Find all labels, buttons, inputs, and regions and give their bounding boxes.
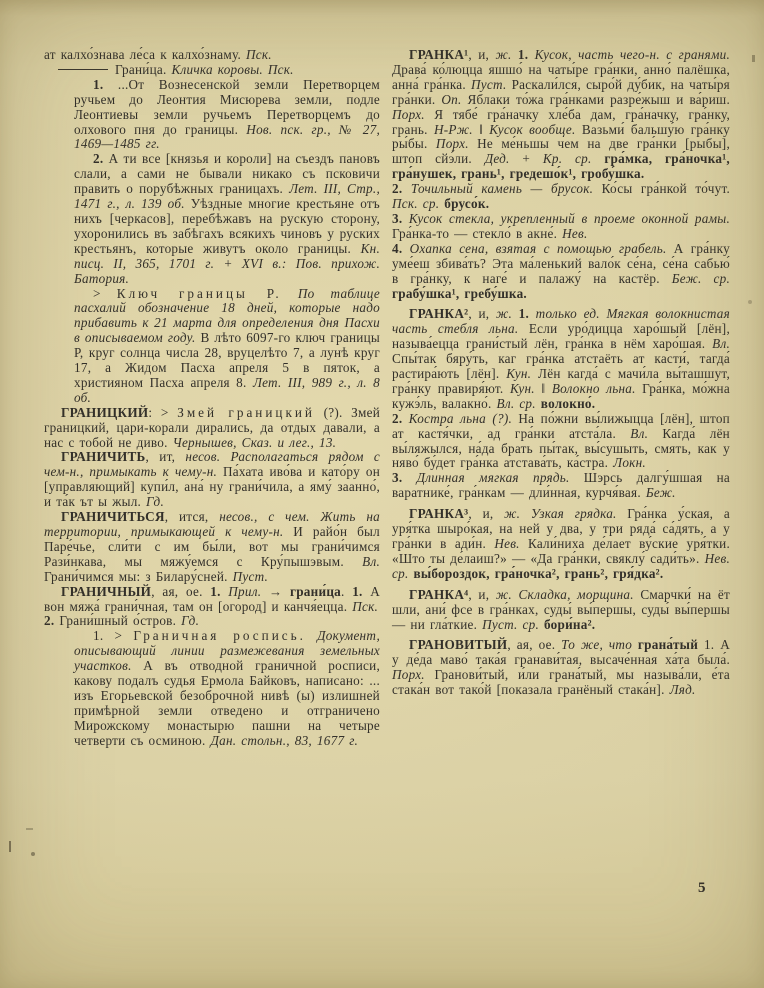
text-segment: Оп.: [441, 91, 468, 107]
paragraph: [392, 48, 730, 182]
text-segment: Раскали́лся, сыро́й ду́бик, на чаты́ря гра́нки.: [392, 76, 730, 107]
text-segment: ж.: [495, 306, 519, 322]
text-segment: Кусок стекла, укрепленный в проеме оконной рамы.: [408, 210, 730, 226]
text-segment: Пск.: [246, 47, 272, 62]
text-segment: Порх.: [392, 667, 435, 683]
text-segment: Па́хата иво́ва и като́ру он [управляющий] купи́л, ана́ ну грани́чила, а яму́ заанно́, и та́к ът ы жыл.: [44, 464, 380, 510]
text-segment: Нев.: [494, 536, 528, 551]
text-segment: Лет. III, 989 г., л. 8 об.: [74, 374, 380, 405]
paragraph: [392, 412, 730, 472]
text-segment: несов. Располагаться рядом с чем-н., примыкать к чему-н.: [44, 449, 380, 480]
text-segment: Вл.: [362, 553, 380, 569]
text-segment: Нев. ср.: [392, 550, 730, 581]
paragraph: [392, 507, 730, 582]
text-segment: Вл.: [712, 336, 730, 352]
text-segment: Кр. ср.: [542, 151, 605, 167]
scan-artifact: [31, 852, 35, 856]
text-segment: Грани́ца.: [115, 61, 172, 77]
paragraph: [392, 182, 730, 212]
paragraph: [392, 638, 730, 698]
text-segment: 1.: [352, 583, 371, 599]
paragraph: [392, 588, 730, 633]
text-segment: Нов. пск. гр., № 27, 1469—1485 гг.: [74, 121, 381, 152]
text-segment: А въ отводной граничной росписи, какову подалъ судья Ермола Байковъ, написано: ... изъ Егорьевской безоброчной нивѣ (ы) излишней примѣрной земли отведено и отграничено Мирожскому монастырю пашни на четыре четверти съ осминою.: [74, 658, 381, 748]
text-segment: 1.: [93, 76, 118, 92]
text-segment: Яблаки то́жа гра́нками разре́жыш и ва́риш.: [467, 91, 730, 107]
text-segment: .: [341, 583, 353, 599]
text-segment: Если уро́дицца харо́шый [лён], называ́ецца грани́стый лён, гра́нка в нём харо́шая.: [392, 321, 730, 352]
text-segment: 2.: [392, 181, 411, 197]
text-segment: >: [93, 285, 117, 301]
text-segment: , ая, ое.: [507, 637, 562, 653]
text-segment: Пуст.: [232, 568, 269, 584]
text-segment: ГРАНИЧИТЬСЯ: [61, 509, 165, 525]
text-segment: гра́мка, гра́ночка¹, гра́нушек, грань¹, гредешо́к¹, гробу́шка.: [392, 151, 730, 182]
text-segment: Змей границкий: [177, 404, 315, 420]
text-segment: Кличка коровы. Пск.: [171, 61, 294, 77]
paragraph: [44, 450, 380, 510]
text-segment: брусо́к.: [444, 196, 490, 212]
text-segment: ‖: [541, 380, 552, 396]
text-segment: Лён кагда́ с мачи́ла вы́ташшут, гра́нку правиря́ют.: [392, 366, 730, 396]
text-segment: Охапка сена, взятая с помощью грабель.: [409, 240, 674, 256]
text-segment: Гра́нка, мо́жна кужэ́ль, валакно́.: [392, 380, 730, 411]
scan-artifact: [748, 300, 752, 304]
text-segment: 1. А у де́да маво́ така́я гранави́тая, высаче́нная ха́та была́.: [392, 637, 730, 668]
text-segment: 1. >: [93, 628, 134, 644]
text-segment: Лет. III, Стр., 1471 г., л. 139 об.: [74, 181, 380, 212]
paragraph: [74, 287, 380, 406]
text-segment: ж.: [504, 506, 531, 522]
text-segment: ГРАНКА⁴: [409, 586, 469, 602]
text-segment: Гранови́тый, и́ли грана́тый, мы называ́ли, е́та стака́н вот тако́й [показала гранёный стака́н].: [392, 667, 730, 698]
text-segment: Прил.: [228, 583, 262, 599]
text-segment: 2.: [93, 151, 109, 167]
text-segment: ГРАНКА²: [409, 306, 469, 322]
text-segment: Н-Рж.: [434, 121, 480, 137]
text-segment: А гра́нку уме́еш збива́ть? Эта ма́ленький вало́к се́на, се́на сабью́ в гра́нку, к наге́ и палажу́ на кастёр.: [392, 240, 730, 286]
scan-artifact: [26, 828, 33, 830]
text-segment: Беж.: [645, 485, 676, 501]
text-segment: волокно́.: [540, 395, 596, 411]
text-segment: Пуст.: [471, 76, 512, 92]
text-segment: Пск.: [352, 598, 379, 614]
column-right: [392, 48, 730, 698]
text-segment: +: [522, 151, 543, 167]
text-segment: Порх.: [435, 136, 478, 152]
text-segment: 1.: [518, 306, 536, 322]
text-segment: ГРАНКА¹: [409, 47, 469, 62]
text-segment: 1.: [517, 47, 535, 62]
text-segment: ж.: [495, 586, 519, 602]
text-segment: ГРАНИЦКИЙ: [61, 404, 149, 420]
text-segment: грана́тый: [637, 637, 699, 653]
text-segment: Кали́ниха де́лает ву́ские уря́тки. «Што ты де́лаиш?» — «Да гра́нки, свяклу́ сади́ть».: [392, 536, 730, 566]
text-segment: Кусок, часть чего-н. с гранями.: [534, 47, 730, 62]
text-segment: Беж. ср.: [671, 270, 730, 286]
text-segment: Чернышев, Сказ. и лег., 13.: [172, 434, 337, 450]
text-segment: В лѣто 6097-го ключ границы Р, круг солнца числа 28, вруцелѣто 7, а лунѣ круг 17, а Жидом Пасха апреля 5 в пяток, а християном Пасха апреля 8.: [74, 330, 380, 390]
text-segment: , ит,: [145, 449, 186, 465]
text-segment: , ится,: [164, 509, 220, 525]
text-segment: 3.: [392, 210, 409, 226]
text-segment: Кн. писц. II, 365, 1701 г. + XVI в.: Пов. прихож. Батория.: [74, 240, 380, 286]
text-segment: ГРАНИЧИТЬ: [61, 449, 146, 465]
text-segment: Дед.: [484, 151, 523, 167]
text-segment: Вазьми́ бальшу́ю гра́нку ры́бы.: [392, 121, 730, 152]
column-left: [44, 48, 380, 749]
text-segment: Узкая грядка.: [530, 506, 628, 522]
paragraph: [74, 152, 380, 286]
text-segment: Пуст. ср.: [482, 616, 544, 632]
text-segment: И райо́н был Паре́чье, сли́ти с им бы́ли, вот мы грани́чимся Рази́нкава, мы мяжу́емся с Кру́пышэвым.: [44, 524, 380, 569]
text-segment: Вл. ср.: [496, 395, 541, 411]
text-segment: ГРАНОВИТЫЙ: [409, 637, 508, 653]
text-segment: грани́ца: [289, 583, 342, 599]
text-segment: Документ, описывающий линии размежевания земельных участков.: [74, 628, 380, 674]
paragraph: [44, 614, 380, 629]
text-segment: Грани́шный о́стров.: [59, 613, 182, 629]
paragraph: [392, 471, 730, 501]
text-segment: Нев.: [562, 225, 588, 241]
text-segment: Кусок вообще.: [489, 121, 582, 137]
text-segment: Шэрсь далгу́шшая на варатнике́, гра́нкам — дли́нная, курчя́вая.: [392, 470, 730, 501]
text-segment: (?). Змей границкий, цари-корали дирались, да отдых давали, а нас с тобой не диво.: [44, 404, 381, 450]
text-segment: Волокно льна.: [551, 380, 643, 396]
text-segment: грабу́шка¹, гребу́шка.: [392, 285, 527, 301]
text-segment: →: [261, 583, 290, 599]
text-segment: Длинная мягкая прядь.: [416, 470, 584, 486]
scan-artifact: [752, 55, 755, 62]
text-segment: Не ме́ньшы чем на две гра́нки [рыбы], штоп сйэ́ли.: [392, 136, 730, 167]
text-segment: Уѣздные многие крестьяне отъ нихъ [черкасов], перебѣжавъ на рускую сторону, ухоронились въ забѣгахъ всякихъ чиновъ у руских крестьянъ, которые живутъ около границы.: [74, 196, 380, 256]
text-segment: Спы́так бяру́ть, каг гра́нка атстаёть ат касти́, тагда́ растира́ють [лён].: [392, 351, 730, 382]
text-segment: Гд.: [146, 494, 165, 510]
text-segment: , и,: [468, 47, 496, 62]
paragraph: [44, 63, 380, 78]
text-segment: Дан. стольн., 83, 1677 г.: [210, 732, 359, 748]
text-segment: На по́жни вы́лижыцца [лён], штоп ат кастя́чки, ад гра́нки атста́ла.: [392, 410, 730, 441]
text-segment: То же, что: [561, 637, 638, 653]
text-segment: 1.: [210, 583, 229, 599]
text-segment: 2.: [392, 410, 409, 426]
text-segment: Ко́сы гра́нкой то́чут.: [601, 181, 731, 197]
text-segment: Кун.: [509, 380, 542, 396]
paragraph: [392, 307, 730, 411]
text-segment: Точильный камень — брусок.: [410, 181, 602, 197]
text-segment: А ти все [князья и короли] на съездъ пановъ слали, а сами не бывали никако съ псковичи править о порубѣжных границахъ.: [74, 151, 380, 197]
text-segment: Граничная роспись.: [133, 628, 306, 644]
text-segment: , и,: [468, 586, 496, 602]
text-segment: 2.: [44, 613, 60, 629]
text-segment: бори́на².: [543, 616, 596, 632]
text-segment: Гра́нка у́ская, а уря́тка шыро́кая, на ней у два, у три ряда́ са́дять, а у гра́нки в ади́н.: [392, 506, 731, 551]
text-segment: Я тябе́ гра́начку хле́ба дам, гра́начку, гра́нку, грань.: [392, 106, 730, 137]
scan-artifact: [9, 841, 11, 852]
text-segment: А вон мяжа́ грани́чная, там он [огород] и канчя́ецца.: [44, 583, 380, 614]
text-segment: Костра льна (?).: [408, 410, 519, 426]
text-segment: , и,: [468, 506, 505, 522]
text-segment: , и,: [468, 306, 496, 322]
text-segment: ‖: [479, 121, 490, 137]
text-segment: Ключ границы Р.: [116, 285, 282, 301]
text-segment: ...От Вознесенской земли Перетворцем ручьем до Леонтия Мисюрева земли, подле Леонтиевы земли ручьемъ Перетворцемъ до олхового пня до границы.: [74, 76, 380, 137]
text-segment: , ая, ое.: [151, 583, 211, 599]
text-segment: 3.: [392, 470, 417, 486]
text-segment: вы́бороздок, гра́ночка², грань², гря́дка².: [413, 565, 664, 581]
text-segment: ГРАНИЧНЫЙ: [61, 583, 152, 599]
text-segment: Драва́ ко́люцца яшшо́ на чаты́ре гра́нки, анно́ палёшка, анна́ гра́нка.: [392, 61, 730, 92]
page-number: 5: [698, 880, 706, 896]
text-segment: Складка, морщина.: [518, 586, 641, 602]
text-segment: Локн.: [613, 455, 646, 471]
paragraph: [74, 78, 380, 153]
text-segment: ГРАНКА³: [409, 506, 469, 522]
text-segment: Гд.: [181, 613, 200, 629]
paragraph: [44, 510, 380, 585]
text-segment: только ед. Мягкая волокнистая часть стебля льна.: [392, 306, 731, 337]
text-segment: По таблице пасхалий обозначение 18 дней, которые надо прибавить к 21 марта для определения дня Пасхи в описываемом году.: [74, 285, 380, 346]
paragraph: [44, 406, 380, 451]
text-segment: Вл.: [630, 425, 663, 441]
text-segment: Порх.: [392, 106, 435, 122]
paragraph: [392, 242, 730, 302]
text-segment: : >: [148, 404, 178, 420]
text-segment: Смарчки́ на ёт шли, ани́ фсе в гра́нках, суды́ вы́першы, суды́ вы́першы — ни гла́ткие.: [392, 586, 730, 632]
paragraph: [44, 585, 380, 615]
paragraph: [74, 629, 380, 748]
text-segment: Ляд.: [669, 682, 696, 698]
text-segment: Гра́нка-то — стекло́ в акне́.: [392, 225, 563, 241]
text-segment: Кагда́ лён вы́ляжылся, на́да брать пы́так, вы́сушыть, смять, как у няво́ бу́дет гра́нка атстава́ть, ка́стра.: [392, 425, 730, 471]
text-segment: несов., с чем. Жить на территории, примыкающей к чему-н.: [44, 509, 380, 539]
text-segment: Пск. ср.: [392, 196, 445, 212]
paragraph: [392, 212, 730, 242]
text-segment: Кун.: [506, 366, 539, 382]
text-segment: [282, 286, 298, 301]
paragraph: [44, 48, 380, 63]
text-segment: ж.: [495, 47, 518, 62]
repeat-dash: [58, 69, 108, 70]
text-segment: [306, 628, 317, 643]
text-segment: Грани́чимся мы: з Билару́сней.: [44, 568, 233, 584]
text-segment: 4.: [392, 240, 410, 256]
text-segment: ат калхо́знава ле́са к калхо́знаму.: [44, 47, 246, 62]
